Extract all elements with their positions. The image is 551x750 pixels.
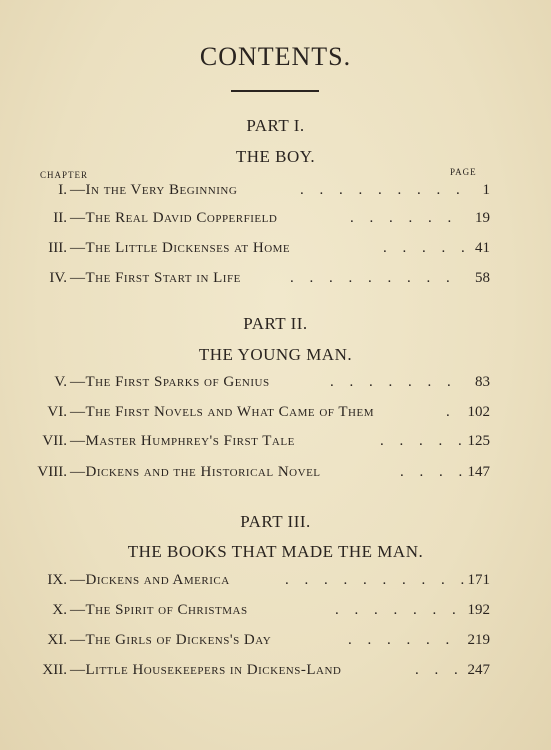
chapter-number: VIII. <box>37 464 67 480</box>
chapter-number: V. <box>54 374 67 390</box>
toc-entry[interactable] <box>30 460 490 484</box>
chapter-number: XII. <box>42 662 67 678</box>
page-title: CONTENTS. <box>199 42 352 71</box>
chapter-number: VI. <box>47 404 67 420</box>
page-number: 171 <box>467 572 490 588</box>
chapter-title: —The Girls of Dickens's Day <box>70 632 272 648</box>
page-number: 147 <box>467 464 490 480</box>
leader-dots: . . . . <box>400 464 469 480</box>
chapter-title: —The First Start in Life <box>70 270 241 286</box>
chapter-number: III. <box>48 240 67 256</box>
leader-dots: . <box>446 404 456 420</box>
chapter-number: X. <box>52 602 67 618</box>
page-number: 83 <box>475 374 490 390</box>
leader-dots: . . . . . . <box>350 210 458 226</box>
chapter-title: —Master Humphrey's First Tale <box>70 433 295 449</box>
leader-dots: . . . . . . . . . <box>290 270 456 286</box>
chapter-title: —The First Sparks of Genius <box>70 374 270 390</box>
leader-dots: . . . . . . . . . <box>300 182 466 198</box>
leader-dots: . . . <box>415 662 464 678</box>
chapter-number: I. <box>58 182 67 198</box>
toc-entry[interactable] <box>30 628 490 652</box>
chapter-title: —The Little Dickenses at Home <box>70 240 291 256</box>
toc-entry[interactable] <box>30 178 490 202</box>
title-rule <box>231 90 319 92</box>
part-2-label: PART II. <box>243 314 308 333</box>
part-3-label: PART III. <box>240 512 311 531</box>
page-number: 125 <box>467 433 490 449</box>
chapter-number: IV. <box>49 270 67 286</box>
chapter-number: II. <box>53 210 67 226</box>
page-number: 1 <box>482 182 490 198</box>
chapter-number: VII. <box>42 433 67 449</box>
page-number: 192 <box>467 602 490 618</box>
toc-entry[interactable] <box>30 658 490 682</box>
chapter-title: —Dickens and the Historical Novel <box>70 464 321 480</box>
page-number: 102 <box>467 404 490 420</box>
toc-entry[interactable] <box>30 598 490 622</box>
leader-dots: . . . . . . <box>348 632 456 648</box>
leader-dots: . . . . . . . <box>335 602 462 618</box>
part-3-title: THE BOOKS THAT MADE THE MAN. <box>127 542 424 561</box>
page-number: 247 <box>467 662 490 678</box>
part-1-title: THE BOY. <box>235 147 316 166</box>
toc-entry[interactable] <box>30 429 490 453</box>
toc-entry[interactable] <box>30 568 490 592</box>
part-1-label: PART I. <box>246 116 305 135</box>
page-number: 219 <box>467 632 490 648</box>
leader-dots: . . . . . <box>383 240 471 256</box>
part-2-title: THE YOUNG MAN. <box>198 345 353 364</box>
chapter-column-header: CHAPTER <box>40 170 89 180</box>
page-number: 41 <box>475 240 490 256</box>
leader-dots: . . . . . . . <box>330 374 457 390</box>
toc-entry[interactable] <box>30 266 490 290</box>
leader-dots: . . . . . . . . . . <box>285 572 471 588</box>
chapter-title: —Dickens and America <box>70 572 230 588</box>
toc-entry[interactable] <box>30 236 490 260</box>
page-column-header: PAGE <box>450 167 477 177</box>
toc-entry[interactable] <box>30 206 490 230</box>
toc-entry[interactable] <box>30 400 490 424</box>
chapter-title: —The Spirit of Christmas <box>70 602 248 618</box>
toc-entry[interactable] <box>30 370 490 394</box>
chapter-number: XI. <box>47 632 67 648</box>
chapter-title: —In the Very Beginning <box>70 182 238 198</box>
chapter-title: —Little Housekeepers in Dickens-Land <box>70 662 342 678</box>
leader-dots: . . . . . <box>380 433 468 449</box>
chapter-number: IX. <box>47 572 67 588</box>
page-number: 19 <box>475 210 490 226</box>
page-number: 58 <box>475 270 490 286</box>
chapter-title: —The First Novels and What Came of Them <box>70 404 374 420</box>
chapter-title: —The Real David Copperfield <box>70 210 278 226</box>
